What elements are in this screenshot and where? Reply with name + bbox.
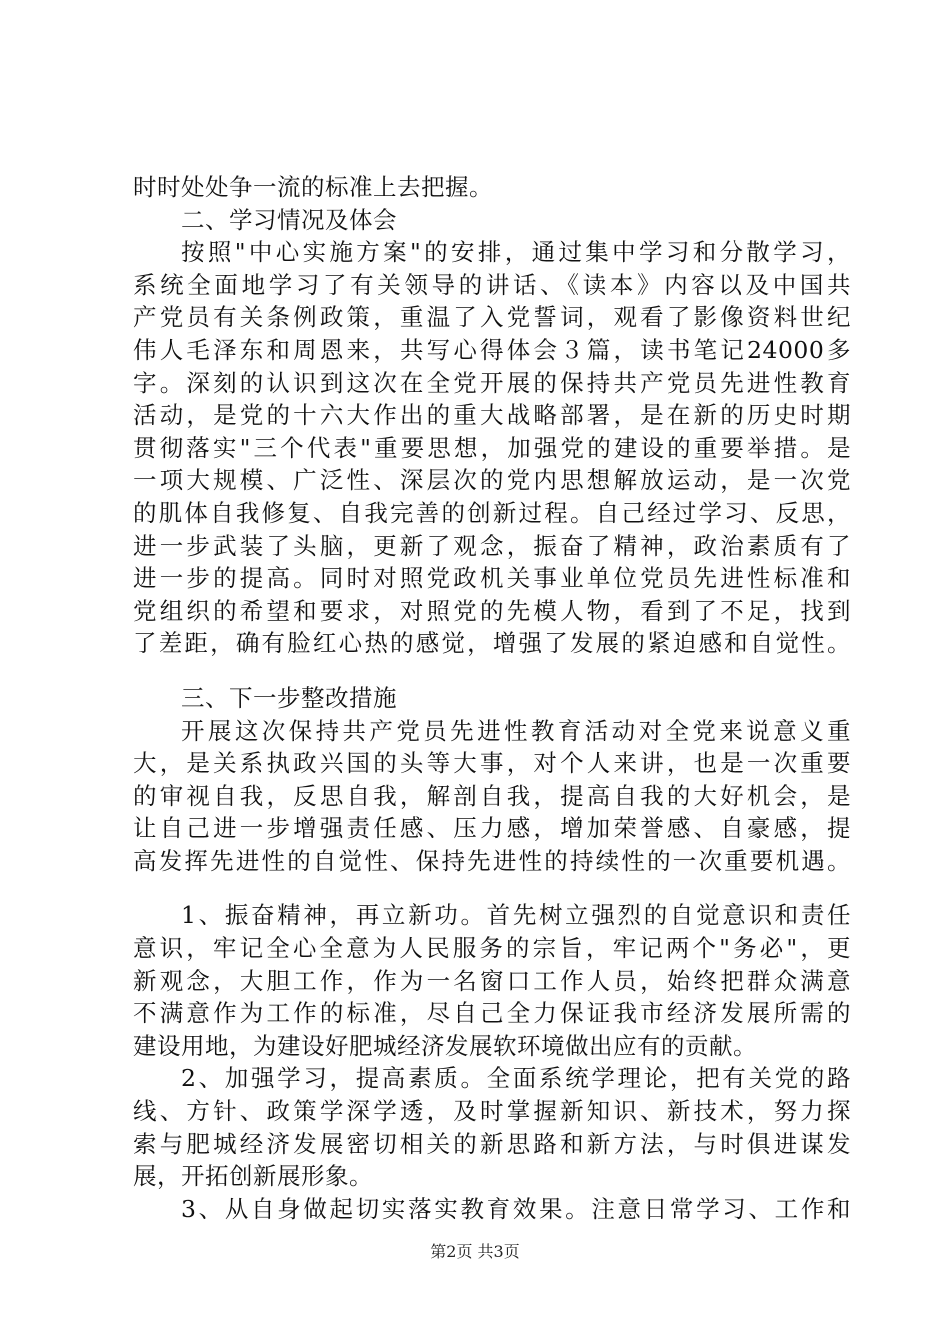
text-line: 新观念，大胆工作，作为一名窗口工作人员，始终把群众满意	[133, 966, 851, 995]
paragraph-gap	[133, 660, 851, 682]
text-line: 进一步的提高。同时对照党政机关事业单位党员先进性标准和	[133, 564, 851, 593]
text-line: 意识，牢记全心全意为人民服务的宗旨，牢记两个"务必"，更	[133, 934, 851, 963]
text-line: 一项大规模、广泛性、深层次的党内思想解放运动，是一次党	[133, 466, 851, 495]
text-line: 2、加强学习，提高素质。全面系统学理论，把有关党的路	[181, 1064, 851, 1093]
text-line: 建设用地，为建设好肥城经济发展软环境做出应有的贡献。	[133, 1031, 757, 1060]
text-line: 1、振奋精神，再立新功。首先树立强烈的自觉意识和责任	[181, 901, 851, 930]
text-line: 贯彻落实"三个代表"重要思想，加强党的建设的重要举措。是	[133, 433, 851, 462]
section-heading: 三、下一步整改措施	[181, 683, 397, 712]
text-line: 系统全面地学习了有关领导的讲话、《读本》内容以及中国共	[133, 270, 851, 299]
text-line: 的审视自我，反思自我，解剖自我，提高自我的大好机会，是	[133, 781, 851, 810]
text-line: 线、方针、政策学深学透，及时掌握新知识、新技术，努力探	[133, 1097, 851, 1126]
text-line: 时时处处争一流的标准上去把握。	[133, 173, 493, 201]
text-line: 进一步武装了头脑，更新了观念，振奋了精神，政治素质有了	[133, 531, 851, 560]
text-line: 不满意作为工作的标准，尽自己全力保证我市经济发展所需的	[133, 999, 851, 1028]
section-heading: 二、学习情况及体会	[181, 205, 397, 234]
text-line: 开展这次保持共产党员先进性教育活动对全党来说意义重	[181, 716, 851, 745]
text-line: 让自己进一步增强责任感、压力感，增加荣誉感、自豪感，提	[133, 814, 851, 843]
document-body	[133, 171, 851, 1225]
text-line: 展，开拓创新展形象。	[133, 1162, 373, 1191]
text-line: 大，是关系执政兴国的头等大事，对个人来讲，也是一次重要	[133, 749, 851, 778]
text-line: 索与肥城经济发展密切相关的新思路和新方法，与时俱进谋发	[133, 1129, 851, 1158]
text-line: 了差距，确有脸红心热的感觉，增强了发展的紧迫感和自觉性。	[133, 629, 851, 658]
text-line: 伟人毛泽东和周恩来，共写心得体会３篇，读书笔记24000多	[133, 335, 851, 364]
text-line: 党组织的希望和要求，对照党的先模人物，看到了不足，找到	[133, 596, 851, 625]
text-line: 字。深刻的认识到这次在全党开展的保持共产党员先进性教育	[133, 368, 851, 397]
text-line: 的肌体自我修复、自我完善的创新过程。自己经过学习、反思，	[133, 498, 851, 527]
text-line: 活动，是党的十六大作出的重大战略部署，是在新的历史时期	[133, 401, 851, 430]
text-line: 3、从自身做起切实落实教育效果。注意日常学习、工作和	[181, 1194, 851, 1223]
text-line: 按照"中心实施方案"的安排，通过集中学习和分散学习，	[181, 238, 851, 267]
text-line: 高发挥先进性的自觉性、保持先进性的持续性的一次重要机遇。	[133, 846, 851, 875]
text-line: 产党员有关条例政策，重温了入党誓词，观看了影像资料世纪	[133, 303, 851, 332]
page-footer: 第2页 共3页	[430, 1242, 520, 1261]
paragraph-gap	[133, 877, 851, 899]
